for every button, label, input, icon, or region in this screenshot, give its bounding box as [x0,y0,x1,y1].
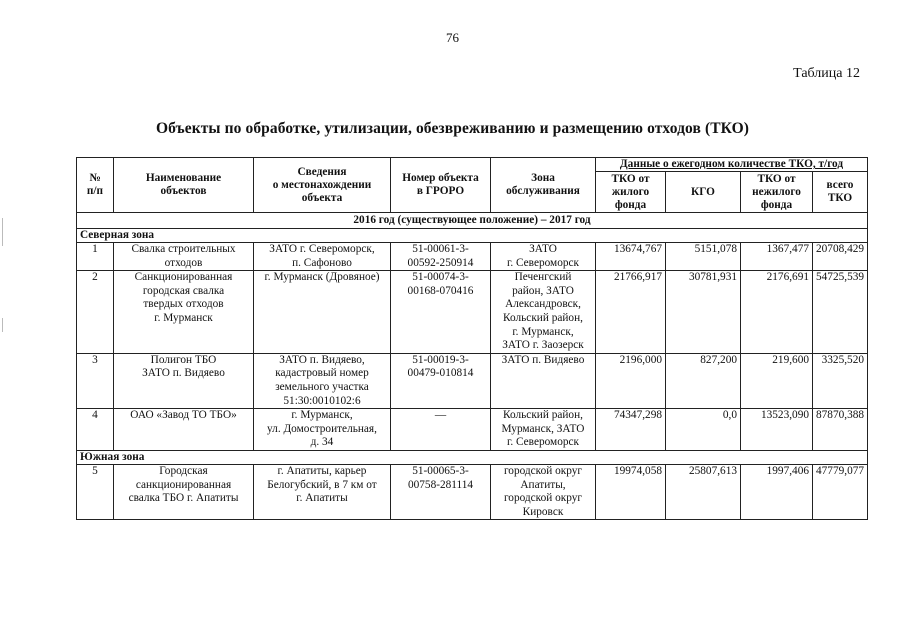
zone-row [77,450,868,464]
header-tko-nonresidential: ТКО от нежилого фонда [741,172,813,213]
tko-nonresidential-value: 1367,477 [741,243,813,271]
total-tko-value: 54725,539 [813,271,868,354]
row-number: 4 [77,409,114,451]
header-kgo: КГО [666,172,741,213]
service-zone: ЗАТО п. Видяево [491,353,596,408]
tko-residential-value: 74347,298 [596,409,666,451]
table-row [77,353,868,408]
groro-number: 51-00019-3- 00479-010814 [391,353,491,408]
total-tko-value: 3325,520 [813,353,868,408]
tko-nonresidential-value: 219,600 [741,353,813,408]
tko-residential-value: 2196,000 [596,353,666,408]
header-zone: Зона обслуживания [491,158,596,213]
tko-residential-value: 21766,917 [596,271,666,354]
scan-edge-mark [2,218,3,246]
total-tko-value: 87870,388 [813,409,868,451]
document-title: Объекты по обработке, утилизации, обезвреживанию и размещению отходов (ТКО) [155,120,750,137]
kgo-value: 5151,078 [666,243,741,271]
object-location: г. Апатиты, карьер Белогубский, в 7 км от г. Апатиты [254,464,391,519]
header-annual-data: Данные о ежегодном количестве ТКО, т/год [596,158,868,172]
object-location: ЗАТО п. Видяево, кадастровый номер земельного участка 51:30:0010102:6 [254,353,391,408]
object-location: г. Мурманск, ул. Домостроительная, д. 34 [254,409,391,451]
groro-number: — [391,409,491,451]
table-body [77,213,868,520]
groro-number: 51-00061-3- 00592-250914 [391,243,491,271]
object-location: ЗАТО г. Североморск, п. Сафоново [254,243,391,271]
header-name: Наименование объектов [114,158,254,213]
table-row [77,271,868,354]
period-label: 2016 год (существующее положение) – 2017 год [77,213,868,229]
zone-label: Северная зона [77,229,868,243]
service-zone: Кольский район, Мурманск, ЗАТО г. Североморск [491,409,596,451]
object-location: г. Мурманск (Дровяное) [254,271,391,354]
service-zone: городской округ Апатиты, городской округ Кировск [491,464,596,519]
tko-nonresidential-value: 1997,406 [741,464,813,519]
tko-nonresidential-value: 2176,691 [741,271,813,354]
tko-nonresidential-value: 13523,090 [741,409,813,451]
header-tko-residential: ТКО от жилого фонда [596,172,666,213]
header-groro: Номер объекта в ГРОРО [391,158,491,213]
object-name: ОАО «Завод ТО ТБО» [114,409,254,451]
object-name: Санкционированная городская свалка твердых отходов г. Мурманск [114,271,254,354]
object-name: Полигон ТБО ЗАТО п. Видяево [114,353,254,408]
object-name: Свалка строительных отходов [114,243,254,271]
waste-facilities-table [76,157,868,520]
groro-number: 51-00074-3- 00168-070416 [391,271,491,354]
page-number: 76 [446,30,459,45]
object-name: Городская санкционированная свалка ТБО г. Апатиты [114,464,254,519]
tko-residential-value: 19974,058 [596,464,666,519]
table-row [77,464,868,519]
period-row [77,213,868,229]
service-zone: ЗАТО г. Североморск [491,243,596,271]
kgo-value: 25807,613 [666,464,741,519]
table-row [77,243,868,271]
header-location: Сведения о местонахождении объекта [254,158,391,213]
total-tko-value: 47779,077 [813,464,868,519]
tko-residential-value: 13674,767 [596,243,666,271]
table-row [77,409,868,451]
table-label: Таблица 12 [793,66,860,81]
header-total-tko: всего ТКО [813,172,868,213]
row-number: 3 [77,353,114,408]
kgo-value: 827,200 [666,353,741,408]
scan-edge-mark [2,318,3,332]
kgo-value: 0,0 [666,409,741,451]
header-num: № п/п [77,158,114,213]
kgo-value: 30781,931 [666,271,741,354]
row-number: 1 [77,243,114,271]
service-zone: Печенгский район, ЗАТО Александровск, Кольский район, г. Мурманск, ЗАТО г. Заозерск [491,271,596,354]
total-tko-value: 20708,429 [813,243,868,271]
zone-label: Южная зона [77,450,868,464]
row-number: 2 [77,271,114,354]
row-number: 5 [77,464,114,519]
zone-row [77,229,868,243]
groro-number: 51-00065-3- 00758-281114 [391,464,491,519]
